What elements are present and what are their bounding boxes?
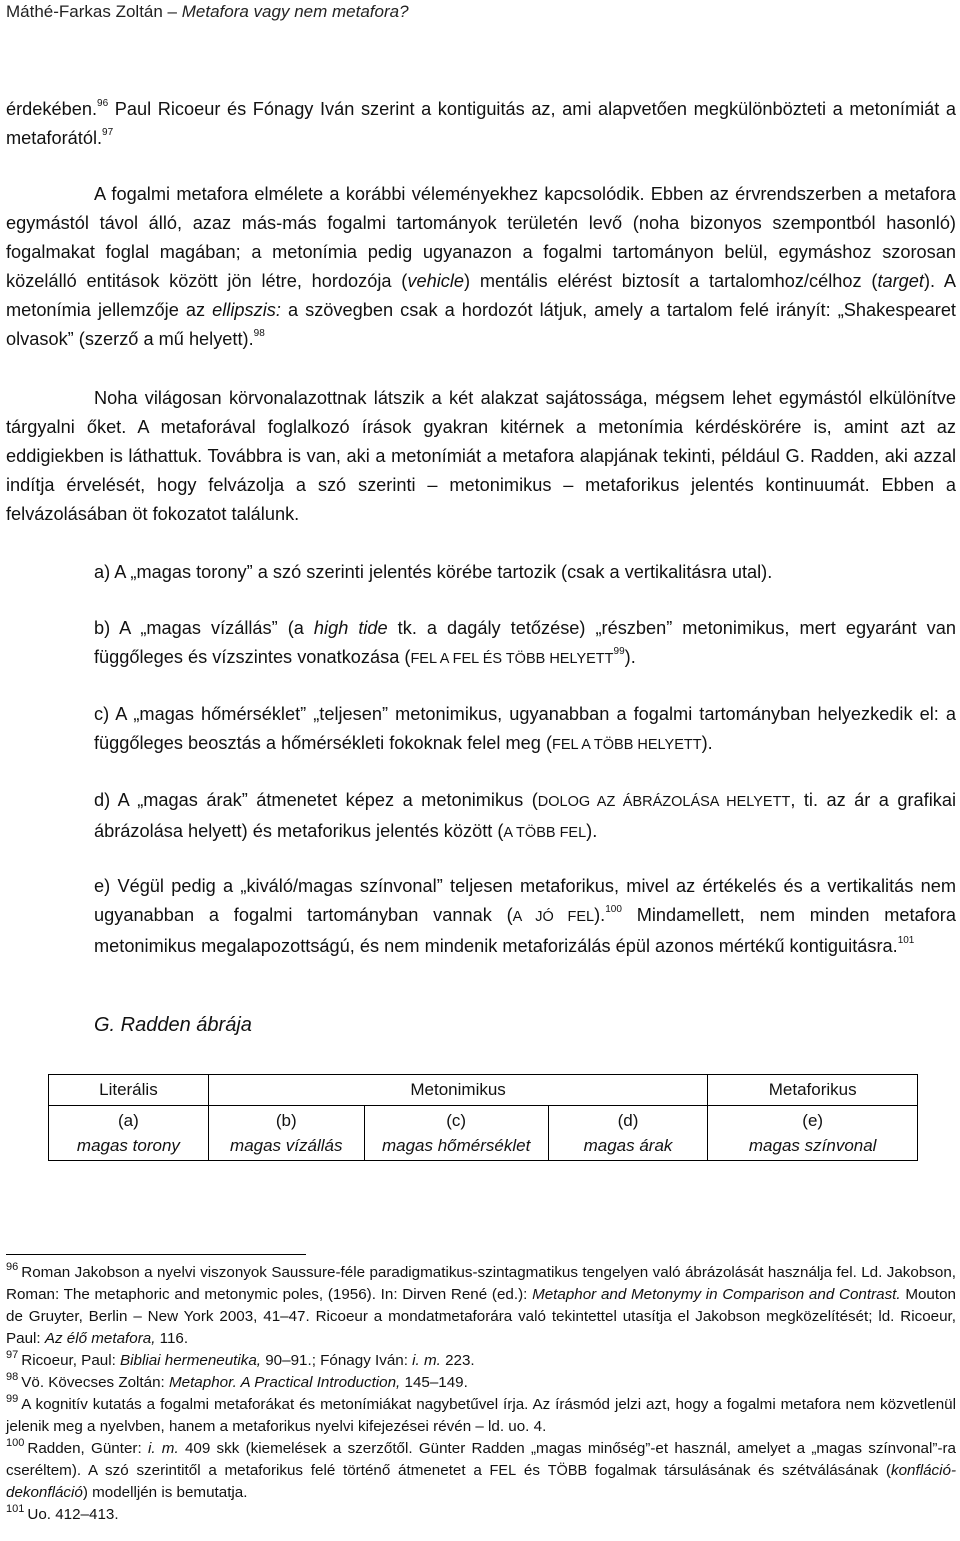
table-cell: (d) magas árak [548,1106,708,1161]
header-author: Máthé-Farkas Zoltán – [6,2,182,21]
table-cell: (a) magas torony [49,1106,209,1161]
footnote-101: $^{101}$ Uo. 412–413. [6,1503,119,1523]
table-row [49,1106,918,1161]
list-item-d: d) A „magas árak” átmenetet képez a metonimikus (DOLOG AZ ÁBRÁZOLÁSA HELYETT, ti. az ár a grafikai ábrázolása helyett) és metaforikus jelentés között (A TÖBB FEL). [94,790,956,841]
table-header-cell: Metaforikus [708,1075,918,1106]
table-header-cell: Literális [49,1075,209,1106]
list-item-c: c) A „magas hőmérséklet” „teljesen” metonimikus, ugyanabban a fogalmi tartományban helyezkedik el: a függőleges beosztás a hőmérsékleti fokoknak felel meg (FEL A TÖBB HELYETT). [94,704,956,753]
table-cell: (e) magas színvonal [708,1106,918,1161]
figure-heading: G. Radden ábrája [94,1014,252,1036]
footnote-ref-101[interactable]: 101 [897,935,915,946]
footnote-ref-100[interactable]: 100 [605,904,622,915]
list-item-e: e) Végül pedig a „kiváló/magas színvonal” teljesen metaforikus, mivel az értékelés és a vertikalitás nem ugyanabban a fogalmi tartományban vannak (A JÓ FEL).$^{100}$ Mindamellett, nem minden metafora metonimikus megalapozottságú, és nem mindenik metaforizálás épül azonos mértékű kontiguitásra.$^{101}$ [94,876,956,956]
list-item-b: b) A „magas vízállás” (a high tide tk. a dagály tetőzése) „részben” metonimikus, mert egyaránt van függőleges és vízszintes vonatkozása (FEL A FEL ÉS TÖBB HELYETT$^{99}$). [94,618,956,667]
intro-paragraph: érdekében.$^{96}$ Paul Ricoeur és Fónagy Iván szerint a kontiguitás az, ami alapvetően megkülönbözteti a metonímiát a metaforától.$^{97}$ [6,98,956,148]
footnotes [6,1262,956,1526]
footnote-97: $^{97}$ Ricoeur, Paul: Bibliai hermeneutika, 90–91.; Fónagy Iván: i. m. 223. [6,1349,475,1369]
table-header-cell: Metonimikus [208,1075,708,1106]
footnote-ref-97[interactable]: 97 [102,127,114,138]
footnote-ref-99[interactable]: 99 [613,646,625,657]
list-item-a: a) A „magas torony” a szó szerinti jelentés körébe tartozik (csak a vertikalitásra utal). [94,562,773,582]
footnote-ref-96[interactable]: 96 [97,98,109,109]
footnote-98: $^{98}$ Vö. Kövecses Zoltán: Metaphor. A Practical Introduction, 145–149. [6,1371,468,1391]
footnote-divider [6,1254,306,1255]
running-header [6,2,409,22]
paragraph-radden: Noha világosan körvonalazottnak látszik a két alakzat sajátossága, mégsem lehet egymástól elkülönítve tárgyalni őket. A metaforával foglalkozó írások gyakran kitérnek a metonímia kérdéskörére is, amint azt az eddigiekben is láthattuk. Továbbra is van, aki a metonímiát a metafora alapjának tekinti, például G. Radden, aki azzal indítja érvelését, hogy felvázolja a szó szerinti – metonimikus – metaforikus jelentés kontinuumát. Ebben a felvázolásában öt fokozatot találunk. [6,388,956,524]
table-cell: (b) magas vízállás [208,1106,364,1161]
footnote-96: $^{96}$ Roman Jakobson a nyelvi viszonyok Saussure-féle paradigmatikus-szintagmatikus tengelyen való ábrázolását használja fel. Ld. Jakobson, Roman: The metaphoric and metonymic poles, (1956). In: Dirven René (ed.): Metaphor and Metonymy in Comparison and Contrast. Mouton de Gruyter, Berlin – New York 2003, 41–47. Ricoeur a mondatmetaforára való tekintettel utasítja el Jakobson megközelítését; ld. Ricoeur, Paul: Az élő metafora, 116. [6,1261,956,1347]
footnote-ref-98[interactable]: 98 [253,328,265,339]
table-header-row [49,1075,918,1106]
footnote-99: $^{99}$ A kognitív kutatás a fogalmi metaforákat és metonímiákat nagybetűvel írja. Az írásmód jelzi azt, hogy a fogalmi metafora nem közvetlenül jelenik meg a nyelvben, hanem a metaforikus nyelvi kifejezései révén – ld. uo. 4. [6,1393,956,1435]
table-cell: (c) magas hőmérséklet [364,1106,548,1161]
footnote-100: $^{100}$ Radden, Günter: i. m. 409 skk (kiemelések a szerzőtől. Günter Radden „magas minőség”-et használ, amelyet a „magas színvonal”-ra cseréltem). A szó szerintitől a metaforikus felé történő átmenetet a FEL és TÖBB fogalmak társulásának és szétválásának (konfláció-dekonfláció) modelljén is bemutatja. [6,1437,956,1501]
radden-table [48,1074,918,1161]
header-title: Metafora vagy nem metafora? [181,2,409,21]
paragraph-conceptual-metaphor: A fogalmi metafora elmélete a korábbi véleményekhez kapcsolódik. Ebben az érvrendszerben a metafora egymástól távol álló, azaz más-más fogalmi tartományok területén levő (noha bizonyos szempontból hasonló) fogalmakat foglal magában; a metonímia pedig ugyanazon a fogalmi tartományon belül, egymáshoz szorosan közelálló entitások között jön létre, hordozója (vehicle) mentális elérést biztosít a tartalomhoz/célhoz (target). A metonímia jellemzője az ellipszis: a szövegben csak a hordozót látjuk, amely a tartalom felé irányít: „Shakespearet olvasok” (szerző a mű helyett).$^{98}$ [6,184,956,349]
